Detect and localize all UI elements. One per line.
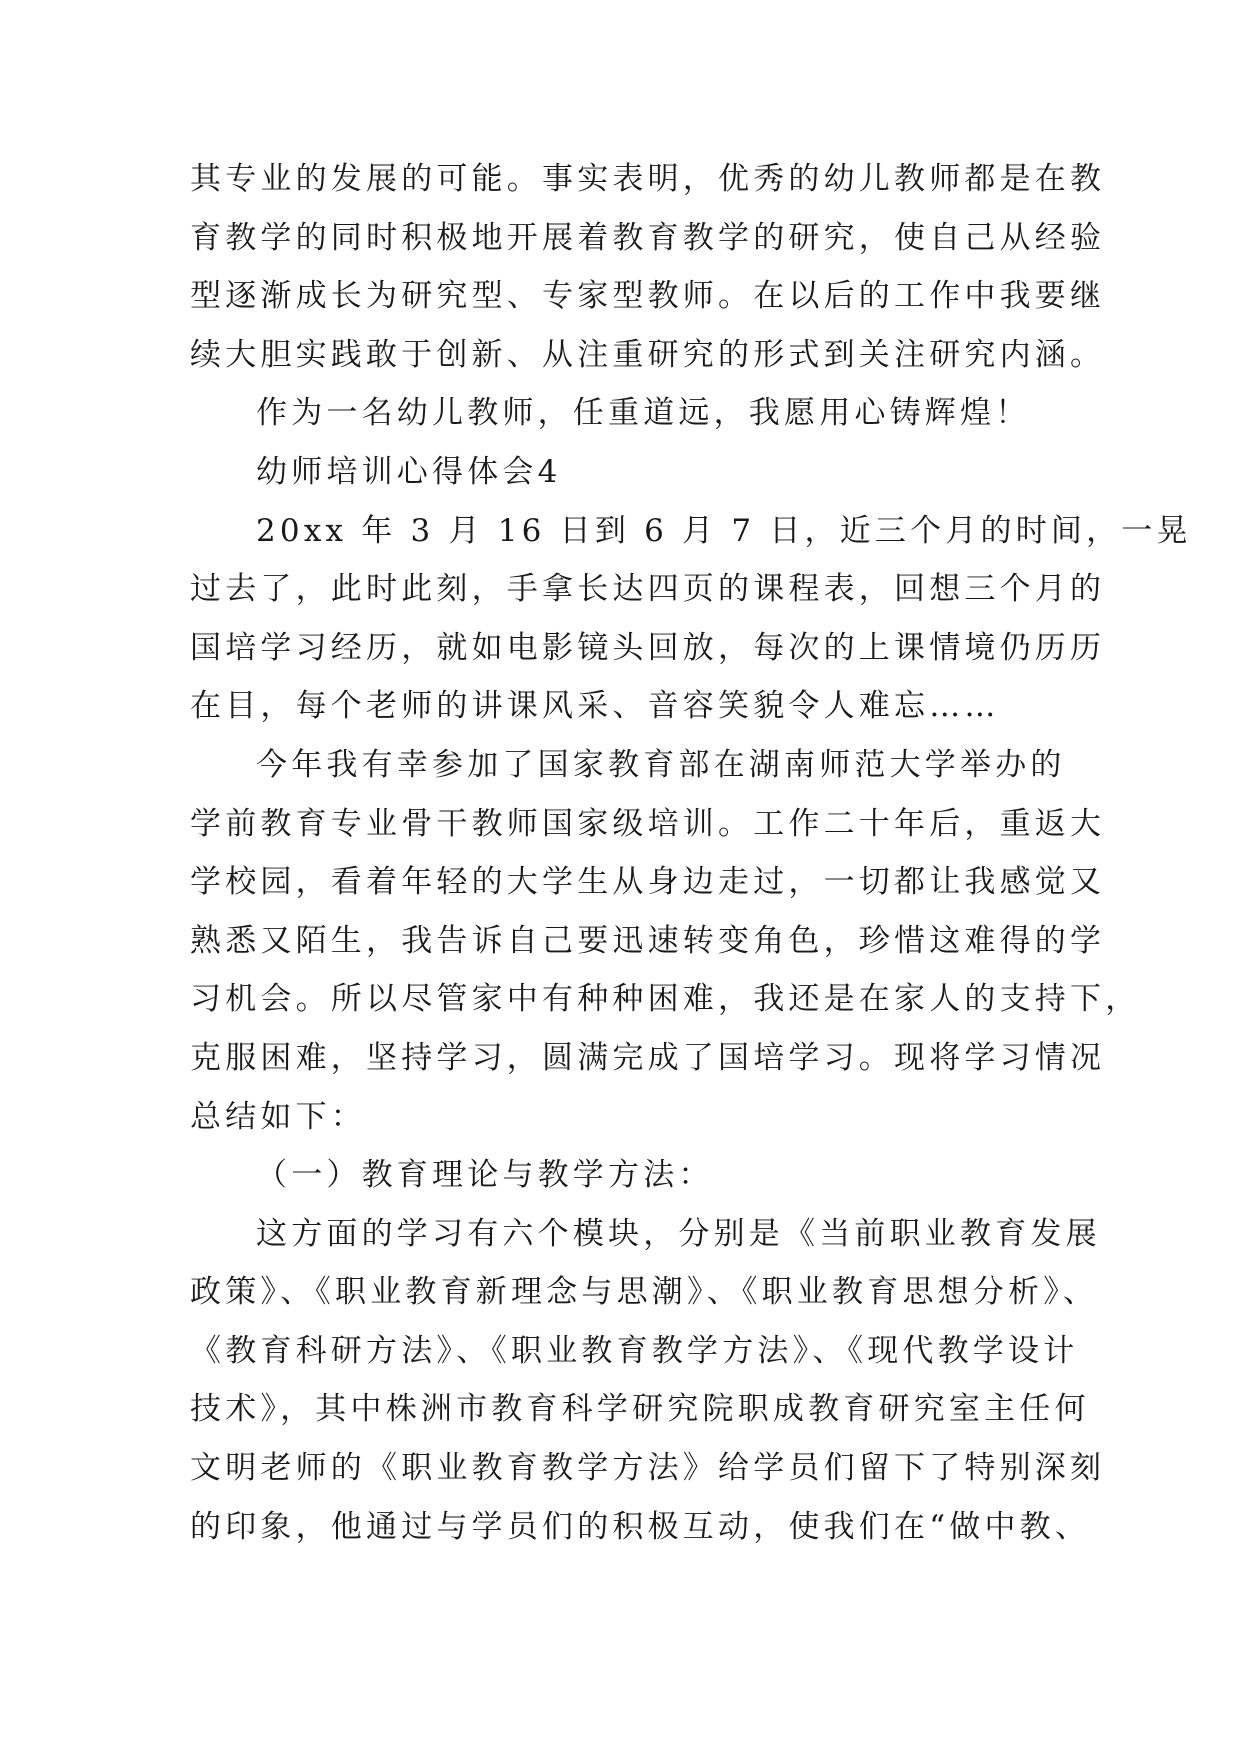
section-heading: 幼师培训心得体会4 [256,453,562,490]
paragraph-line: 学前教育专业骨干教师国家级培训。工作二十年后，重返大 [190,805,1106,842]
paragraph-line: 政策》、《职业教育新理念与思潮》、《职业教育思想分析》、 [190,1274,1099,1311]
paragraph-line: 过去了，此时此刻，手拿长达四页的课程表，回想三个月的 [190,571,1106,608]
paragraph-line: 作为一名幼儿教师，任重道远，我愿用心铸辉煌！ [256,395,1031,432]
paragraph-line: 总结如下： [190,1098,366,1135]
paragraph-line: 今年我有幸参加了国家教育部在湖南师范大学举办的 [256,746,1066,783]
paragraph-line: 文明老师的《职业教育教学方法》给学员们留下了特别深刻 [190,1450,1106,1487]
subsection-heading: （一）教育理论与教学方法： [256,1157,714,1194]
paragraph-line: 的印象，他通过与学员们的积极互动，使我们在“做中教、 [190,1508,1091,1545]
paragraph-line: 技术》，其中株洲市教育科学研究院职成教育研究室主任何 [190,1391,1090,1428]
paragraph-line: 育教学的同时积极地开展着教育教学的研究，使自己从经验 [190,219,1106,256]
paragraph-line: 在目，每个老师的讲课风采、音容笑貌令人难忘…… [190,688,1000,725]
paragraph-line: 型逐渐成长为研究型、专家型教师。在以后的工作中我要继 [190,278,1106,315]
paragraph-line: 续大胆实践敢于创新、从注重研究的形式到关注研究内涵。 [190,336,1106,373]
document-body [190,150,1192,1556]
paragraph-line: 其专业的发展的可能。事实表明，优秀的幼儿教师都是在教 [190,161,1106,197]
paragraph-line: 克服困难，坚持学习，圆满完成了国培学习。现将学习情况 [190,1039,1106,1076]
paragraph-line: 20xx 年 3 月 16 日到 6 月 7 日，近三个月的时间，一晃 [256,512,1192,549]
paragraph-line: 《教育科研方法》、《职业教育教学方法》、《现代教学设计 [190,1332,1079,1369]
paragraph-line: 国培学习经历，就如电影镜头回放，每次的上课情境仍历历 [190,629,1106,666]
paragraph-line: 这方面的学习有六个模块，分别是《当前职业教育发展 [256,1215,1101,1252]
paragraph-line: 习机会。所以尽管家中有种种困难，我还是在家人的支持下， [190,981,1141,1018]
paragraph-line: 学校园，看着年轻的大学生从身边走过，一切都让我感觉又 [190,864,1106,901]
paragraph-line: 熟悉又陌生，我告诉自己要迅速转变角色，珍惜这难得的学 [190,922,1106,959]
